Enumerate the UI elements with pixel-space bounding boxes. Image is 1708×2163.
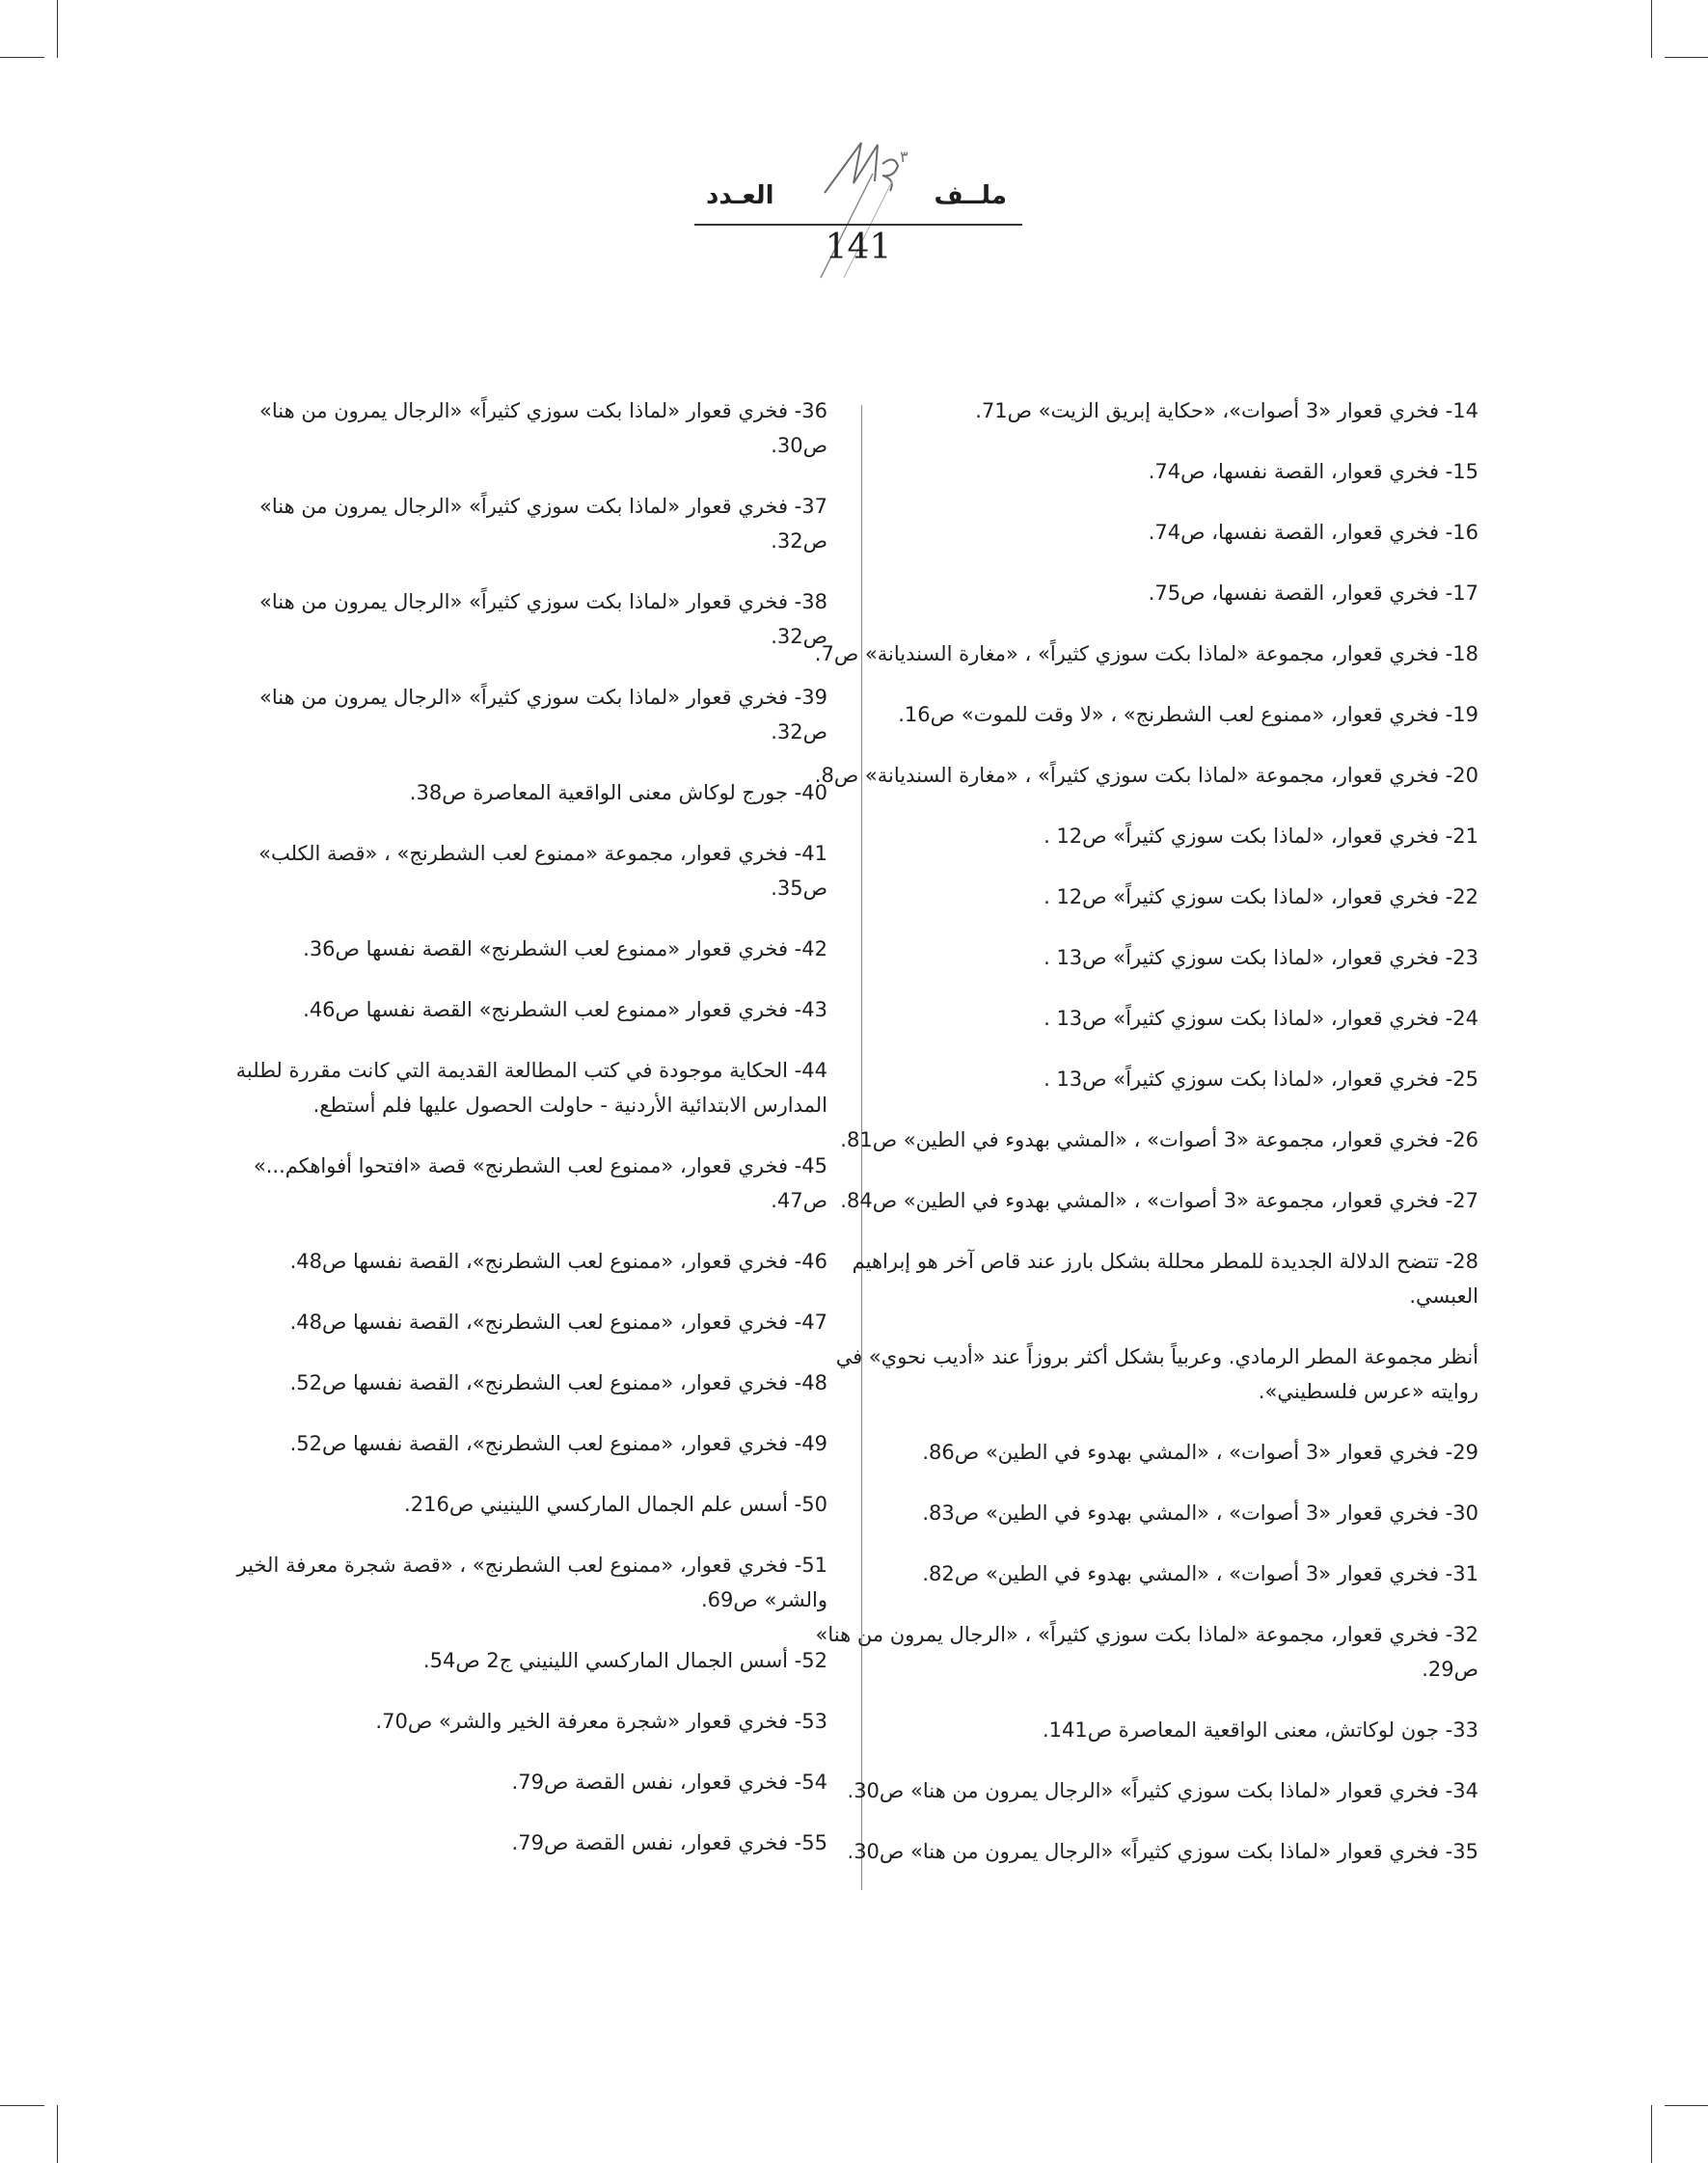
footnote-item: 45- فخري قعوار، «ممنوع لعب الشطرنج» قصة «افتحوا أفواهكم...» ص47. (253, 1154, 827, 1212)
footnote-item: 44- الحكاية موجودة في كتب المطالعة القديمة التي كانت مقررة لطلبة المدارس الابتدائية الأردنية - حاولت الحصول عليها فلم أستطع. (235, 1059, 827, 1117)
footnote-item: 33- جون لوكاتش، معنى الواقعية المعاصرة ص141. (1042, 1718, 1478, 1742)
crop-mark (0, 2105, 44, 2106)
footnote-item: 46- فخري قعوار، «ممنوع لعب الشطرنج»، القصة نفسها ص48. (289, 1250, 827, 1273)
footnote-item: 52- أسس الجمال الماركسي اللينيني ج2 ص54. (422, 1649, 827, 1672)
footnote-item: 51- فخري قعوار، «ممنوع لعب الشطرنج» ، «قصة شجرة معرفة الخير والشر» ص69. (236, 1554, 827, 1611)
footnote-item: 24- فخري قعوار، «لماذا بكت سوزي كثيراً» ص13 . (1044, 1007, 1478, 1030)
footnote-item: 32- فخري قعوار، مجموعة «لماذا بكت سوزي كثيراً» ، «الرجال يمرون من هنا» ص29. (815, 1623, 1478, 1681)
footnote-item: 48- فخري قعوار، «ممنوع لعب الشطرنج»، القصة نفسها ص52. (289, 1371, 827, 1394)
footnote-item: 28- تتضح الدلالة الجديدة للمطر محللة بشكل بارز عند قاص آخر هو إبراهيم العبسي. (852, 1250, 1478, 1308)
footnote-item: 25- فخري قعوار، «لماذا بكت سوزي كثيراً» ص13 . (1044, 1068, 1478, 1091)
footnote-item: 43- فخري قعوار «ممنوع لعب الشطرنج» القصة نفسها ص46. (303, 998, 827, 1021)
footnote-item: 34- فخري قعوار «لماذا بكت سوزي كثيراً» «الرجال يمرون من هنا» ص30. (847, 1779, 1478, 1802)
crop-mark (1651, 2105, 1652, 2163)
footnote-item: 20- فخري قعوار، مجموعة «لماذا بكت سوزي كثيراً» ، «مغارة السنديانة» ص8. (814, 764, 1478, 787)
crop-mark (57, 0, 58, 58)
page-number: 141 (825, 228, 892, 267)
svg-text:٣: ٣ (900, 148, 908, 166)
notes-column-left (230, 393, 827, 1886)
footnote-item: 37- فخري قعوار «لماذا بكت سوزي كثيراً» «الرجال يمرون من هنا» ص32. (258, 495, 827, 553)
footnote-item: 26- فخري قعوار، مجموعة «3 أصوات» ، «المشي بهدوء في الطين» ص81. (840, 1128, 1478, 1151)
crop-mark (1665, 57, 1708, 58)
footnote-item: أنظر مجموعة المطر الرمادي. وعربياً بشكل أكثر بروزاً عند «أديب نحوي» في روايته «عرس فلسطيني». (835, 1345, 1478, 1403)
page-header (694, 135, 1022, 280)
footnote-item: 17- فخري قعوار، القصة نفسها، ص75. (1148, 581, 1478, 605)
footnote-item: 16- فخري قعوار، القصة نفسها، ص74. (1148, 521, 1478, 544)
footnote-item: 39- فخري قعوار «لماذا بكت سوزي كثيراً» «الرجال يمرون من هنا» ص32. (258, 686, 827, 744)
footnote-item: 22- فخري قعوار، «لماذا بكت سوزي كثيراً» ص12 . (1044, 885, 1478, 908)
footnote-item: 35- فخري قعوار «لماذا بكت سوزي كثيراً» «الرجال يمرون من هنا» ص30. (847, 1840, 1478, 1863)
footnote-item: 50- أسس علم الجمال الماركسي اللينيني ص216. (404, 1493, 827, 1516)
footnote-item: 29- فخري قعوار «3 أصوات» ، «المشي بهدوء في الطين» ص86. (922, 1441, 1478, 1464)
header-rule (694, 224, 1022, 226)
crop-mark (1665, 2105, 1708, 2106)
footnote-item: 19- فخري قعوار، «ممنوع لعب الشطرنج» ، «لا وقت للموت» ص16. (898, 703, 1478, 726)
issue-label: العـدد (706, 181, 774, 210)
footnote-item: 49- فخري قعوار، «ممنوع لعب الشطرنج»، القصة نفسها ص52. (289, 1432, 827, 1455)
footnote-item: 38- فخري قعوار «لماذا بكت سوزي كثيراً» «الرجال يمرون من هنا» ص32. (258, 590, 827, 648)
footnote-item: 42- فخري قعوار «ممنوع لعب الشطرنج» القصة نفسها ص36. (303, 937, 827, 960)
footnote-item: 31- فخري قعوار «3 أصوات» ، «المشي بهدوء في الطين» ص82. (922, 1562, 1478, 1585)
footnote-item: 55- فخري قعوار، نفس القصة ص79. (511, 1831, 827, 1854)
footnote-item: 21- فخري قعوار، «لماذا بكت سوزي كثيراً» ص12 . (1044, 825, 1478, 848)
footnote-item: 54- فخري قعوار، نفس القصة ص79. (511, 1771, 827, 1794)
footnote-item: 53- فخري قعوار «شجرة معرفة الخير والشر» ص70. (375, 1710, 827, 1733)
footnote-item: 41- فخري قعوار، مجموعة «ممنوع لعب الشطرنج» ، «قصة الكلب» ص35. (258, 842, 827, 900)
footnote-item: 23- فخري قعوار، «لماذا بكت سوزي كثيراً» ص13 . (1044, 946, 1478, 969)
crop-mark (1651, 0, 1652, 58)
footnote-item: 14- فخري قعوار «3 أصوات»، «حكاية إبريق الزيت» ص71. (975, 399, 1478, 422)
footnote-item: 30- فخري قعوار «3 أصوات» ، «المشي بهدوء في الطين» ص83. (922, 1501, 1478, 1525)
footnote-item: 36- فخري قعوار «لماذا بكت سوزي كثيراً» «الرجال يمرون من هنا» ص30. (258, 399, 827, 457)
footnote-item: 47- فخري قعوار، «ممنوع لعب الشطرنج»، القصة نفسها ص48. (289, 1311, 827, 1334)
notes-column-right (813, 393, 1478, 1895)
footnote-item: 15- فخري قعوار، القصة نفسها، ص74. (1148, 460, 1478, 483)
footnote-item: 18- فخري قعوار، مجموعة «لماذا بكت سوزي كثيراً» ، «مغارة السنديانة» ص7. (814, 642, 1478, 665)
footnote-item: 40- جورج لوكاش معنى الواقعية المعاصرة ص38. (409, 781, 827, 804)
section-label: ملــف (934, 181, 1007, 210)
footnote-item: 27- فخري قعوار، مجموعة «3 أصوات» ، «المشي بهدوء في الطين» ص84. (840, 1189, 1478, 1212)
crop-mark (0, 57, 44, 58)
crop-mark (57, 2105, 58, 2163)
